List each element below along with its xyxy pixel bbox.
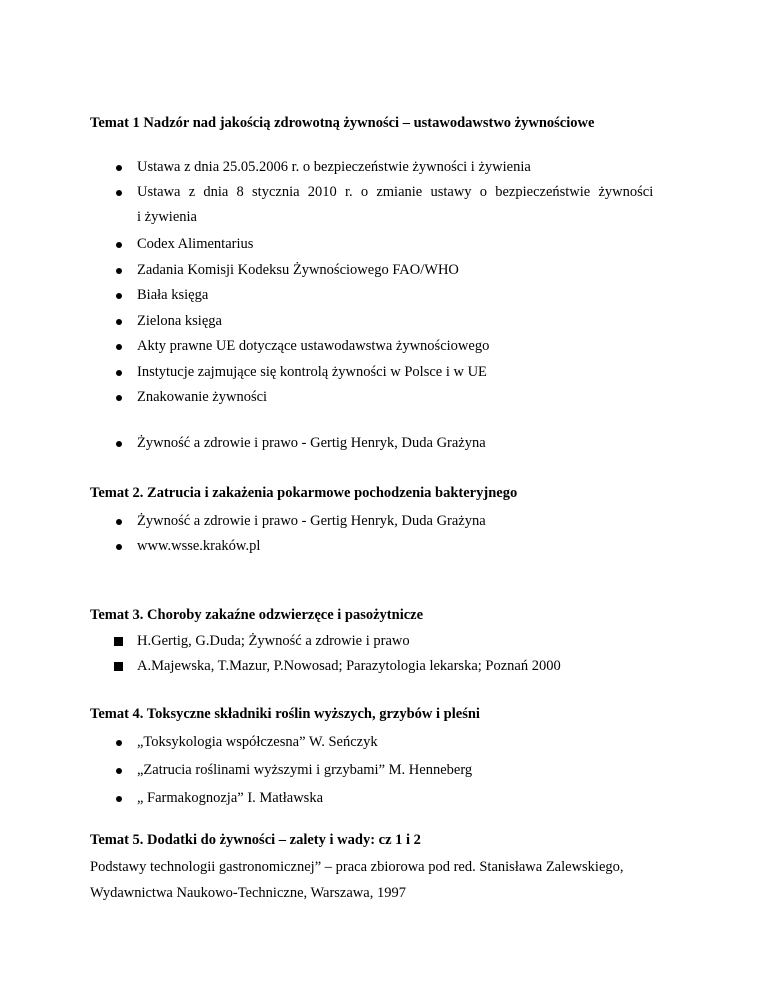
section-1-heading: Temat 1 Nadzór nad jakością zdrowotną żywności – ustawodawstwo żywnościowe xyxy=(90,115,595,131)
list-item: Ustawa z dnia 25.05.2006 r. o bezpieczeństwie żywności i żywienia xyxy=(137,159,531,175)
square-bullet-icon xyxy=(114,662,123,671)
section-2-heading: Temat 2. Zatrucia i zakażenia pokarmowe pochodzenia bakteryjnego xyxy=(90,485,518,501)
list-item: H.Gertig, G.Duda; Żywność a zdrowie i prawo xyxy=(137,633,410,649)
bullet-icon xyxy=(116,768,122,774)
list-item: Zielona księga xyxy=(137,313,222,329)
list-item: Biała księga xyxy=(137,287,209,303)
section-5-heading: Temat 5. Dodatki do żywności – zalety i wady: cz 1 i 2 xyxy=(90,832,421,848)
list-item: Żywność a zdrowie i prawo - Gertig Henryk, Duda Grażyna xyxy=(137,435,486,451)
section-4-heading: Temat 4. Toksyczne składniki roślin wyższych, grzybów i pleśni xyxy=(90,706,480,722)
bullet-icon xyxy=(116,165,122,171)
list-item: Żywność a zdrowie i prawo - Gertig Henryk, Duda Grażyna xyxy=(137,513,486,529)
list-item: Zadania Komisji Kodeksu Żywnościowego FAO/WHO xyxy=(137,262,459,278)
list-item: www.wsse.kraków.pl xyxy=(137,538,261,554)
list-item: „ Farmakognozja” I. Matławska xyxy=(137,790,324,806)
bullet-icon xyxy=(116,344,122,350)
section-3-heading: Temat 3. Choroby zakaźne odzwierzęce i pasożytnicze xyxy=(90,607,424,623)
bullet-icon xyxy=(116,319,122,325)
list-item: Znakowanie żywności xyxy=(137,389,268,405)
list-item: A.Majewska, T.Mazur, P.Nowosad; Parazytologia lekarska; Poznań 2000 xyxy=(137,658,561,674)
bullet-icon xyxy=(116,441,122,447)
bullet-icon xyxy=(116,796,122,802)
bullet-icon xyxy=(116,242,122,248)
bullet-icon xyxy=(116,293,122,299)
list-item: Akty prawne UE dotyczące ustawodawstwa żywnościowego xyxy=(137,338,490,354)
bullet-icon xyxy=(116,395,122,401)
square-bullet-icon xyxy=(114,637,123,646)
list-item: Codex Alimentarius xyxy=(137,236,254,252)
list-item-continuation: i żywienia xyxy=(137,209,197,225)
bullet-icon xyxy=(116,740,122,746)
bullet-icon xyxy=(116,268,122,274)
bullet-icon xyxy=(116,544,122,550)
list-item: Instytucje zajmujące się kontrolą żywności w Polsce i w UE xyxy=(137,364,487,380)
bullet-icon xyxy=(116,519,122,525)
list-item: Ustawa z dnia 8 stycznia 2010 r. o zmianie ustawy o bezpieczeństwie żywności xyxy=(137,184,654,200)
list-item: „Toksykologia współczesna” W. Seńczyk xyxy=(137,734,378,750)
bullet-icon xyxy=(116,370,122,376)
list-item: „Zatrucia roślinami wyższymi i grzybami” M. Henneberg xyxy=(137,762,473,778)
bullet-icon xyxy=(116,190,122,196)
paragraph-line: Wydawnictwa Naukowo-Techniczne, Warszawa, 1997 xyxy=(90,885,406,901)
paragraph-line: Podstawy technologii gastronomicznej” – praca zbiorowa pod red. Stanisława Zalewskiego, xyxy=(90,859,624,875)
